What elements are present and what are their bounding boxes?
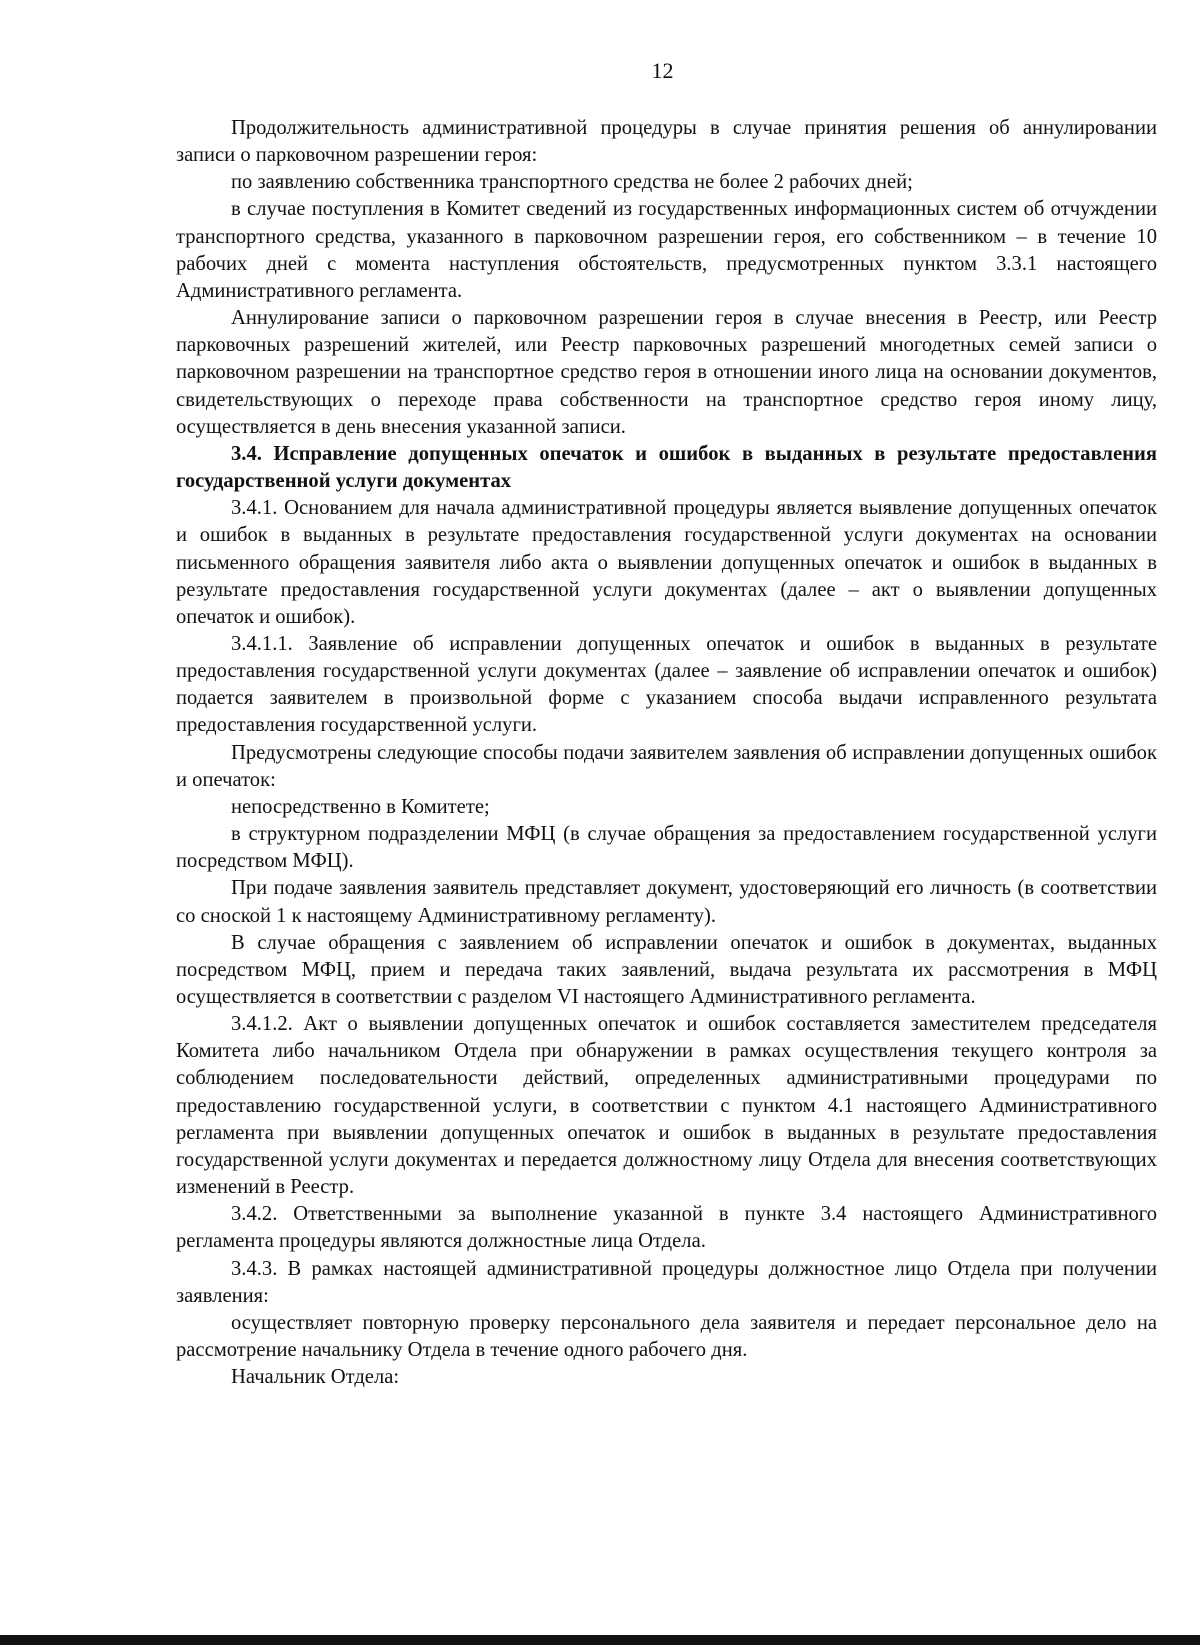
paragraph-annulment-registry: Аннулирование записи о парковочном разрешении героя в случае внесения в Реестр, или Реестр парковочных разрешений жителей, или Реестр парковочных разрешений многодетных семей записи о парковочном разрешении на транспортное средство героя в отношении иного лица на основании документов, свидетельствующих о переходе права собственности на транспортное средство героя иному лицу, осуществляется в день внесения указанной записи. [176,307,1157,438]
section-heading-3-4: 3.4. Исправление допущенных опечаток и ошибок в выданных в результате предоставления государственной услуги документах [176,442,1157,493]
paragraph-mfc-processing: В случае обращения с заявлением об исправлении опечаток и ошибок в документах, выданных посредством МФЦ, прием и передача таких заявлений, выдача результата их рассмотрения в МФЦ осуществляется в соответствии с разделом VI настоящего Административного регламента. [176,931,1157,1008]
paragraph-3-4-1: 3.4.1. Основанием для начала административной процедуры является выявление допущенных опечаток и ошибок в выданных в результате предоставления государственной услуги документах на основании письменного обращения заявителя либо акта о выявлении допущенных опечаток и ошибок в выданных в результате предоставления государственной услуги документах (далее – акт о выявлении допущенных опечаток и ошибок). [176,497,1157,628]
paragraph-repeat-check: осуществляет повторную проверку персонального дела заявителя и передает персональное дело на рассмотрение начальнику Отдела в течение одного рабочего дня. [176,1311,1157,1362]
paragraph-owner-application: по заявлению собственника транспортного средства не более 2 рабочих дней; [231,171,913,194]
paragraph-method-mfc: в структурном подразделении МФЦ (в случае обращения за предоставлением государственной услуги посредством МФЦ). [176,823,1157,873]
paragraph-identity-document: При подаче заявления заявитель представляет документ, удостоверяющий его личность (в соответствии со сноской 1 к настоящему Административному регламенту). [176,877,1157,927]
paragraph-3-4-1-1: 3.4.1.1. Заявление об исправлении допущенных опечаток и ошибок в выданных в результате предоставления государственной услуги документах (далее – заявление об исправлении опечаток и ошибок) подается заявителем в произвольной форме с указанием способа выдачи исправленного результата предоставления государственной услуги. [176,632,1157,737]
paragraph-method-committee: непосредственно в Комитете; [231,795,490,818]
paragraph-3-4-1-2: 3.4.1.2. Акт о выявлении допущенных опечаток и ошибок составляется заместителем председателя Комитета либо начальником Отдела при обнаружении в рамках осуществления текущего контроля за соблюдением последовательности действий, определенных административными процедурами по предоставлению государственной услуги, в соответствии с пунктом 4.1 настоящего Административного регламента при выявлении допущенных опечаток и ошибок в выданных в результате предоставления государственной услуги документах и передается должностному лицу Отдела для внесения соответствующих изменений в Реестр. [176,1013,1157,1199]
scan-bottom-edge [0,1635,1200,1645]
paragraph-3-4-2: 3.4.2. Ответственными за выполнение указанной в пункте 3.4 настоящего Административного регламента процедуры являются должностные лица Отдела. [176,1203,1157,1253]
paragraph-head-of-department: Начальник Отдела: [231,1366,400,1389]
paragraph-duration-annulment: Продолжительность административной процедуры в случае принятия решения об аннулировании записи о парковочном разрешении героя: [176,117,1157,167]
paragraph-3-4-3: 3.4.3. В рамках настоящей административной процедуры должностное лицо Отдела при получении заявления: [176,1257,1157,1307]
document-body [176,115,1157,1391]
paragraph-state-info-systems: в случае поступления в Комитет сведений из государственных информационных систем об отчуждении транспортного средства, указанного в парковочном разрешении героя, его собственником – в течение 10 рабочих дней с момента наступления обстоятельств, предусмотренных пунктом 3.3.1 настоящего Административного регламента. [176,198,1157,302]
paragraph-submission-methods: Предусмотрены следующие способы подачи заявителем заявления об исправлении допущенных ошибок и опечаток: [176,741,1157,791]
page-number: 12 [651,58,674,83]
